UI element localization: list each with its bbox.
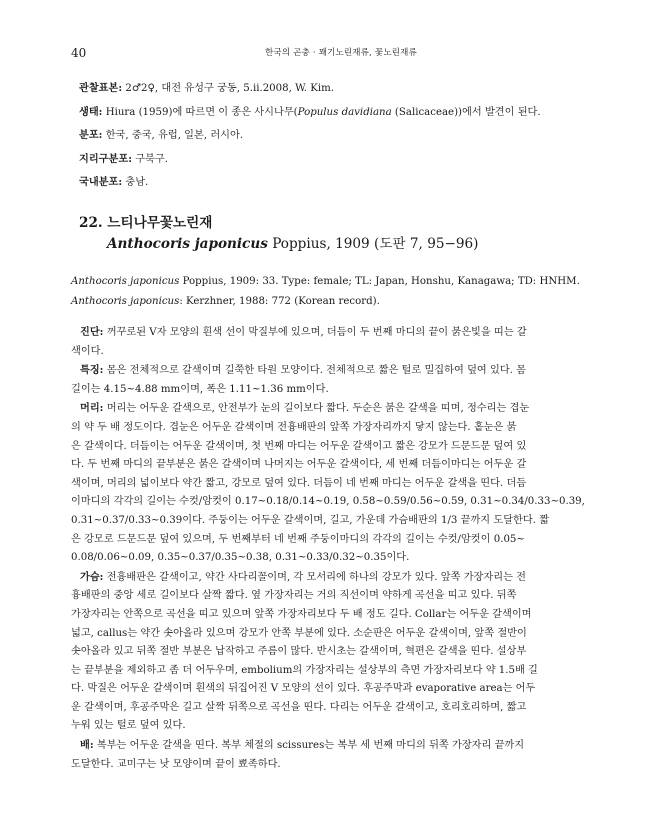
description-text: 꺼꾸로된 V자 모양의 흰색 선이 막질부에 있으며, 더듬이 두 번째 마디의 끝이 붉은빛을 띠는 갈 — [103, 327, 527, 338]
ecology-row — [79, 101, 599, 125]
description-paragraph — [71, 361, 590, 399]
description-label: 배: — [80, 739, 94, 752]
description-label: 가슴: — [80, 570, 104, 583]
description-line — [71, 399, 590, 419]
description-line — [71, 323, 590, 343]
specimens-row — [79, 77, 599, 101]
synonym-text: Poppius, 1909: 33. Type: female; TL: Japan, Honshu, Kanagawa; TD: HNHM. — [179, 276, 580, 287]
description-line — [71, 587, 590, 606]
description-text: 색이다. — [71, 345, 104, 357]
ecology-host-plant: Populus davidiana — [297, 106, 392, 118]
description-paragraph — [71, 736, 590, 774]
description-text: 흉배판의 중앙 세로 길이보다 살짝 짧다. 옆 가장자리는 거의 직선이며 약하게 곡선을 띠고 있다. 뒤쪽 — [71, 590, 517, 602]
distribution-text: 한국, 중국, 유럽, 일본, 러시아. — [102, 130, 244, 142]
description-line — [71, 736, 590, 756]
description-line — [71, 493, 590, 512]
description-paragraph — [71, 399, 590, 567]
description-text: 가장자리는 안쪽으로 곡선을 띠고 있으며 앞쪽 가장자리보다 두 배 정도 길다. Collar는 어두운 갈색이며 — [71, 608, 532, 620]
description-line — [71, 625, 590, 644]
description-text: 0.31~0.37/0.33~0.39이다. 주둥이는 어두운 갈색이며, 길고, 가운데 가슴배판의 1/3 끝까지 도달한다. 짧 — [71, 514, 550, 526]
description-text: 이마디의 각각의 길이는 수컷/암컷이 0.17~0.18/0.14~0.19, 0.58~0.59/0.56~0.59, 0.31~0.34/0.33~0.39, — [71, 496, 585, 508]
description-line — [71, 381, 590, 400]
ecology-label: 생태: — [79, 105, 103, 118]
species-number-title: 22. 느티나무꽃노린재 — [79, 215, 213, 231]
distribution-label: 분포: — [79, 129, 103, 142]
description-text: 전흉배판은 갈색이고, 약간 사다리꼴이며, 각 모서리에 하나의 강모가 있다. 앞쪽 가장자리는 전 — [103, 571, 526, 583]
synonym-list — [71, 272, 611, 311]
description-text: 복부는 어두운 갈색을 띤다. 복부 체절의 scissures는 복부 세 번째 마디의 뒤쪽 가장자리 끝까지 — [93, 740, 525, 752]
description-line — [71, 699, 590, 718]
description-line — [71, 419, 590, 438]
species-name-line — [79, 234, 599, 255]
description-line — [71, 680, 590, 699]
description-line — [71, 531, 590, 550]
domestic-row — [79, 171, 599, 195]
description-line — [71, 475, 590, 494]
domestic-label: 국내분포: — [79, 176, 123, 189]
distribution-row — [79, 124, 599, 148]
description-line — [71, 549, 590, 568]
page-number: 40 — [71, 46, 87, 60]
description-line — [71, 438, 590, 457]
description-text: 누워 있는 털로 덮여 있다. — [71, 720, 186, 732]
description-line — [71, 643, 590, 662]
ecology-text-a: Hiura (1959)에 따르면 이 종은 사시나무( — [102, 106, 298, 118]
description-text: 0.08/0.06~0.09, 0.35~0.37/0.35~0.38, 0.31~0.33/0.32~0.35이다. — [71, 552, 410, 564]
description-label: 진단: — [80, 326, 104, 338]
description-label: 특징: — [80, 364, 104, 377]
description-text: 는 끝부분을 제외하고 좀 더 어두우며, embolium의 가장자리는 설상부의 측면 가장자리보다 약 1.5배 길 — [71, 664, 538, 676]
description-label: 머리: — [80, 402, 104, 415]
description-text: 길이는 4.15~4.88 mm이며, 폭은 1.11~1.36 mm이다. — [71, 383, 329, 395]
ecology-text-c: (Salicaceae))에서 발견이 된다. — [391, 106, 541, 118]
description-line — [71, 361, 590, 381]
description-line — [71, 456, 590, 475]
species-author-info: Poppius, 1909 (도판 7, 95−96) — [267, 236, 479, 252]
synonym-item — [71, 292, 611, 312]
species-sci-name: Anthocoris japonicus — [107, 236, 268, 252]
specimens-text: 2♂2♀, 대전 유성구 궁동, 5.ii.2008, W. Kim. — [122, 83, 335, 94]
description-text: 운 갈색이며, 후공주막은 길고 살짝 뒤쪽으로 곡선을 띤다. 다리는 어두운 갈색이고, 호리호리하며, 짧고 — [71, 701, 527, 713]
description-line — [71, 606, 590, 625]
description-text: 머리는 어두운 갈색으로, 안전부가 눈의 길이보다 짧다. 두순은 붉은 갈색을 띠며, 정수리는 겹눈 — [103, 403, 530, 415]
running-title: 한국의 곤충 · 꽤기노린재류, 꽃노린재류 — [265, 48, 417, 58]
description-text: 다. 두 번째 마디의 끝부분은 붉은 갈색이며 나머지는 어두운 갈색이다, 세 번째 더듬이마디는 어두운 갈 — [71, 459, 527, 471]
synonym-item — [71, 272, 611, 292]
description-text: 넓고, callus는 약간 솟아올라 있으며 강모가 안쪽 부분에 있다. 소순판은 어두운 갈색이며, 앞쪽 절반이 — [71, 627, 527, 639]
description-paragraph — [71, 323, 590, 361]
description-text: 솟아올라 있고 뒤쪽 절반 부분은 납작하고 주름이 많다. 반시초는 갈색이며, 혁편은 갈색을 띤다. 설상부 — [71, 646, 527, 658]
description-text: 의 약 두 배 정도이다. 겹눈은 어두운 갈색이며 전흉배판의 앞쪽 가장자리까지 닿지 않는다. 홑눈은 붉 — [71, 421, 517, 433]
description-line — [71, 662, 590, 681]
description-line — [71, 568, 590, 588]
intro-section — [79, 77, 599, 195]
description-paragraph — [71, 568, 590, 736]
domestic-text: 충남. — [122, 177, 149, 189]
synonym-text: : Kerzhner, 1988: 772 (Korean record). — [179, 295, 380, 307]
description-text: 다. 막질은 어두운 갈색이며 흰색의 뒤집어진 V 모양의 선이 있다. 후공주막과 evaporative area는 어두 — [71, 683, 536, 695]
description-text: 은 갈색이다. 더듬이는 어두운 갈색이며, 첫 번째 마디는 어두운 갈색이고 짧은 강모가 드문드문 덮여 있 — [71, 440, 527, 452]
region-text: 구북구. — [131, 153, 168, 165]
species-heading — [79, 213, 599, 255]
description-line — [71, 717, 590, 736]
region-label: 지리구분포: — [79, 152, 132, 165]
specimens-label: 관찰표본: — [79, 82, 123, 94]
description-body — [71, 323, 590, 774]
description-text: 몸은 전체적으로 갈색이며 길쭉한 타원 모양이다. 전체적으로 짧은 털로 밀집하여 덮여 있다. 몸 — [103, 365, 526, 377]
description-line — [71, 512, 590, 531]
description-text: 은 강모로 드문드문 덮여 있으며, 두 번째부터 네 번째 주둥이마디의 각각의 길이는 수컷/암컷이 0.05~ — [71, 533, 525, 545]
synonym-name: Anthocoris japonicus — [71, 295, 180, 307]
description-line — [71, 343, 590, 362]
description-text: 도달한다. 교미구는 낫 모양이며 끝이 뾰족하다. — [71, 758, 281, 770]
region-row — [79, 148, 599, 172]
description-line — [71, 756, 590, 775]
description-text: 색이며, 머리의 넓이보다 약간 짧고, 강모로 덮여 있다. 더듬이 네 번째 마디는 어두운 갈색을 띤다. 더듬 — [71, 477, 527, 489]
synonym-name: Anthocoris japonicus — [71, 276, 180, 287]
